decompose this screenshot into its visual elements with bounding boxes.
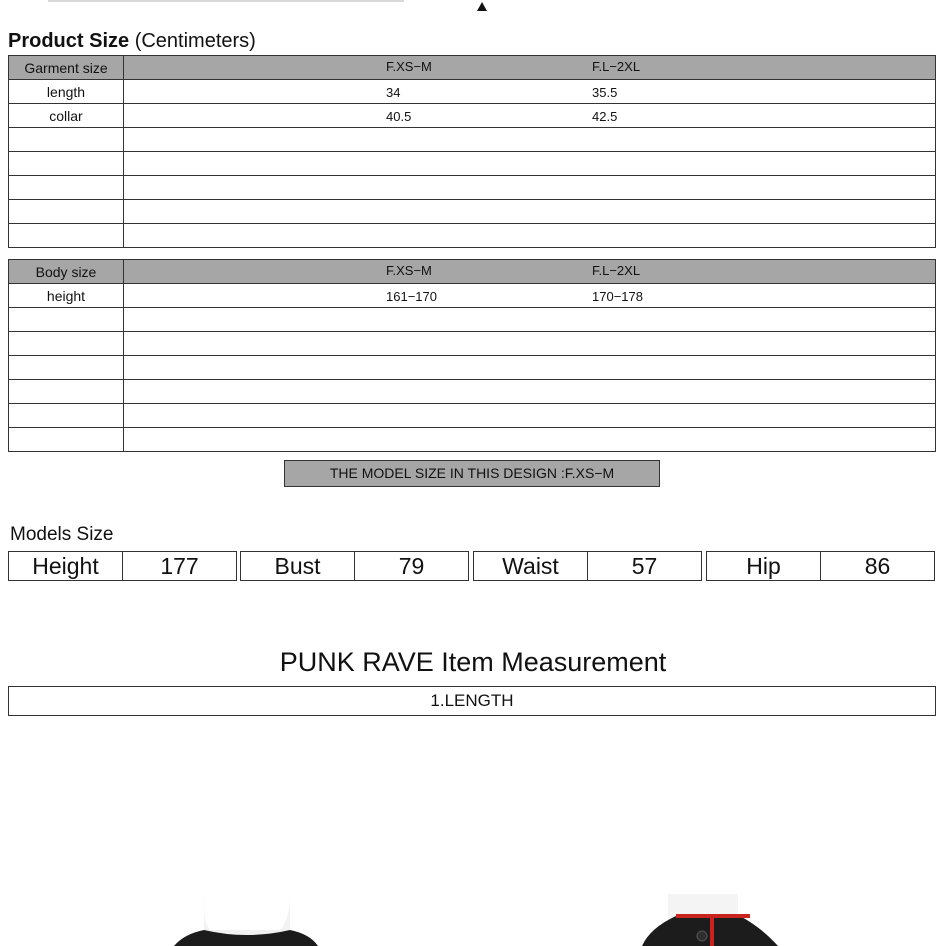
empty-row (9, 152, 936, 176)
garment-size-table (8, 55, 936, 248)
table-row (9, 284, 936, 308)
header-cell (124, 260, 936, 284)
table-header-row (9, 56, 936, 80)
empty-row (9, 356, 936, 380)
body-size-table (8, 259, 936, 452)
value-cell: 42.5 (592, 109, 618, 124)
value-cell: 170−178 (592, 289, 643, 304)
top-divider-line (48, 0, 404, 2)
row-label: collar (9, 104, 124, 128)
header-cell: Garment size (9, 56, 124, 80)
value-cell: 34 (386, 85, 401, 100)
empty-row (9, 404, 936, 428)
measurement-title: PUNK RAVE Item Measurement (279, 647, 667, 677)
empty-row (9, 428, 936, 452)
row-values (124, 80, 936, 104)
measure-value: 177 (160, 553, 199, 579)
value-cell: 40.5 (386, 109, 412, 124)
table-row (9, 80, 936, 104)
length-step-label: 1.LENGTH (8, 686, 936, 716)
measure-key: Waist (474, 552, 588, 580)
empty-row (9, 332, 936, 356)
product-image-back (630, 880, 820, 946)
model-size-note: THE MODEL SIZE IN THIS DESIGN :F.XS−M (284, 460, 660, 487)
empty-row (9, 224, 936, 248)
model-measure-waist (473, 551, 702, 581)
value-cell: 35.5 (592, 85, 618, 100)
empty-row (9, 380, 936, 404)
model-measure-height (8, 551, 237, 581)
measure-key: Bust (241, 552, 355, 580)
table-row (9, 104, 936, 128)
value-cell: 161−170 (386, 289, 437, 304)
empty-row (9, 308, 936, 332)
empty-row (9, 200, 936, 224)
header-cell: Body size (9, 260, 124, 284)
measure-value: 57 (631, 553, 658, 579)
product-image-front (150, 880, 340, 946)
empty-row (9, 128, 936, 152)
row-values (124, 284, 936, 308)
up-triangle-icon (477, 2, 487, 11)
product-size-title: Product Size (Centimeters) (8, 30, 256, 52)
header-cell (124, 56, 936, 80)
row-label: height (9, 284, 124, 308)
measure-value: 79 (398, 553, 425, 579)
table-header-row (9, 260, 936, 284)
empty-row (9, 176, 936, 200)
size-label: F.XS−M (386, 59, 432, 74)
measure-value: 86 (864, 553, 891, 579)
row-label: length (9, 80, 124, 104)
measure-key: Hip (707, 552, 821, 580)
size-label: F.L−2XL (592, 59, 641, 74)
model-measure-hip (706, 551, 935, 581)
size-label: F.XS−M (386, 263, 432, 278)
models-size-label: Models Size (10, 524, 114, 545)
measure-key: Height (9, 552, 123, 580)
size-label: F.L−2XL (592, 263, 641, 278)
row-values (124, 104, 936, 128)
model-measure-bust (240, 551, 469, 581)
